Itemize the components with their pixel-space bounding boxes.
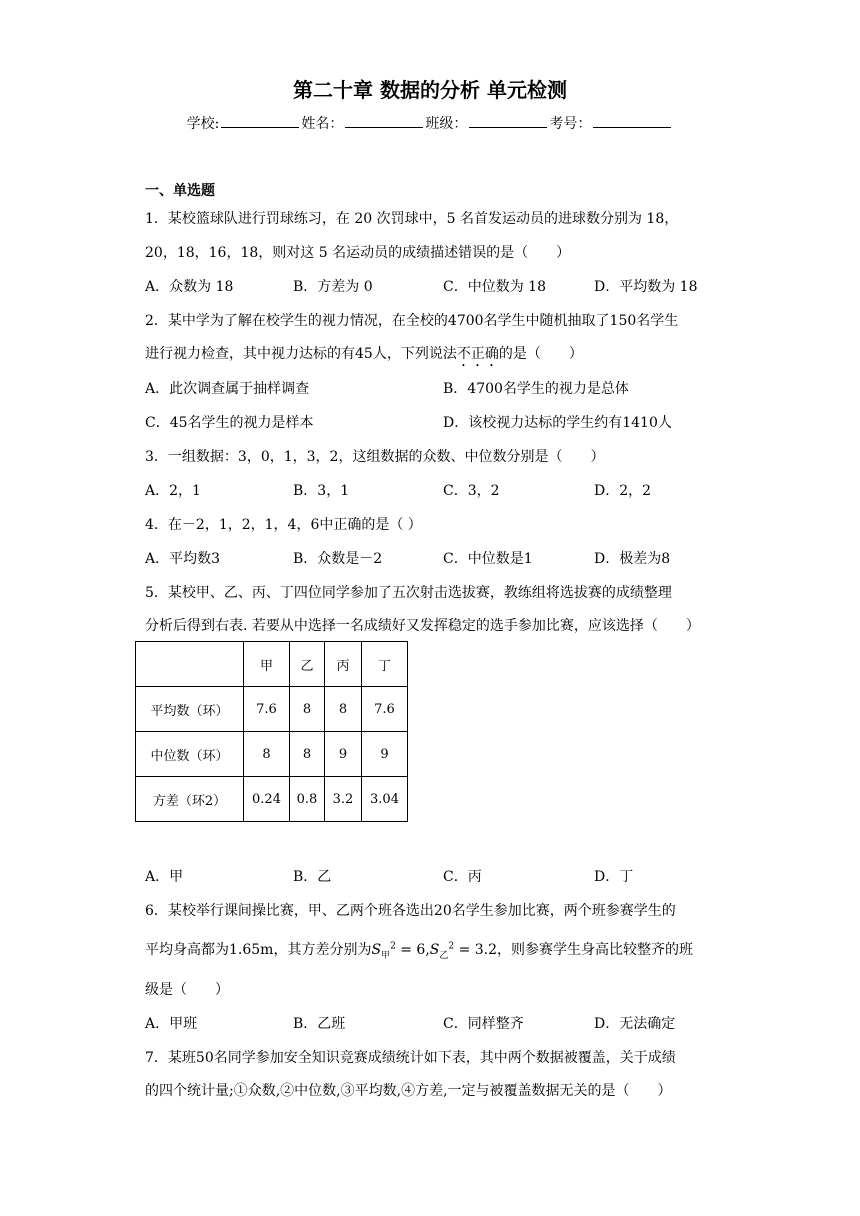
q6-line2-c: ，则参赛学生身高比较整齐的班: [497, 942, 694, 958]
q3-option-a: A．2，1: [145, 483, 201, 499]
q5-option-a: A．甲: [145, 869, 184, 885]
table-cell: 3.2: [325, 777, 362, 822]
q3-option-c: C．3，2: [443, 483, 500, 499]
q6-line2-a: 平均身高都为1.65m，其方差分别为: [145, 942, 372, 958]
class-label: 班级：: [425, 116, 468, 132]
table-cell: 9: [362, 732, 408, 777]
table-row: [136, 687, 408, 732]
q5-option-d: D．丁: [594, 869, 634, 885]
q4-option-a: A．平均数3: [145, 551, 221, 567]
student-info-line: [0, 113, 860, 133]
table-cell: 7.6: [244, 687, 290, 732]
q3-option-d: D．2，2: [594, 483, 652, 499]
q1-option-c: C．中位数为 18: [443, 279, 546, 295]
table-header-cell: 乙: [290, 642, 325, 687]
q5-option-c: C．丙: [443, 869, 482, 885]
table-cell: 9: [325, 732, 362, 777]
q1-line2: 20，18，16，18，则对这 5 名运动员的成绩描述错误的是（ ）: [145, 245, 571, 261]
table-cell: 3.04: [362, 777, 408, 822]
exam-no-label: 考号：: [549, 116, 592, 132]
table-cell: 0.8: [290, 777, 325, 822]
table-cell: 方差（环2）: [136, 777, 244, 822]
q5-line2: 分析后得到右表. 若要从中选择一名成绩好又发挥稳定的选手参加比赛，应该选择（ ）: [145, 618, 700, 634]
q2-line2-a: 进行视力检查，其中视力达标的有45人，下列说法: [145, 346, 457, 362]
square-exponent: 2: [448, 941, 455, 952]
q1-option-d: D．平均数为 18: [594, 279, 698, 295]
q2-option-a: A．此次调查属于抽样调查: [145, 381, 310, 397]
table-cell: 8: [290, 687, 325, 732]
table-cell: 8: [325, 687, 362, 732]
q1-line1: 1．某校篮球队进行罚球练习，在 20 次罚球中，5 名首发运动员的进球数分别为 18，: [145, 211, 679, 227]
class-field[interactable]: [469, 113, 547, 128]
q4-option-b: B．众数是－2: [293, 551, 383, 567]
table-header-cell: 甲: [244, 642, 290, 687]
q2-line2: [145, 343, 583, 370]
class-a-subscript: 甲: [381, 950, 391, 961]
q2-line1: 2．某中学为了解在校学生的视力情况，在全校的4700名学生中随机抽取了150名学生: [145, 313, 679, 329]
table-header-cell: [136, 642, 244, 687]
table-header-cell: 丙: [325, 642, 362, 687]
school-field[interactable]: [221, 113, 299, 128]
q7-line2: 的四个统计量;①众数,②中位数,③平均数,④方差,一定与被覆盖数据无关的是（ ）: [145, 1083, 672, 1099]
q5-line1: 5．某校甲、乙、丙、丁四位同学参加了五次射击选拔赛，教练组将选拔赛的成绩整理: [145, 585, 672, 601]
q6-line3: 级是（ ）: [145, 982, 229, 998]
school-label: 学校:: [186, 116, 220, 132]
exam-no-field[interactable]: [593, 113, 671, 128]
name-label: 姓名：: [301, 116, 344, 132]
table-row: [136, 732, 408, 777]
q6-line1: 6．某校举行课间操比赛，甲、乙两个班各选出20名学生参加比赛，两个班参赛学生的: [145, 903, 676, 919]
variance-symbol: S: [371, 942, 382, 958]
q5-option-b: B．乙: [293, 869, 332, 885]
q6-option-b: B．乙班: [293, 1016, 346, 1032]
q6-option-a: A．甲班: [145, 1016, 198, 1032]
q3-line1: 3．一组数据：3，0，1，3，2，这组数据的众数、中位数分别是（ ）: [145, 449, 605, 465]
class-b-subscript: 乙: [439, 950, 449, 961]
q4-line1: 4．在－2，1，2，1，4，6中正确的是（ ）: [145, 517, 422, 533]
table-cell: 0.24: [244, 777, 290, 822]
page-title: 第二十章 数据的分析 单元检测: [293, 78, 567, 102]
section-heading: 一、单选题: [145, 183, 215, 199]
table-header-cell: 丁: [362, 642, 408, 687]
table-cell: 中位数（环）: [136, 732, 244, 777]
q1-option-b: B．方差为 0: [293, 279, 373, 295]
q6-line2: [145, 939, 693, 961]
score-stats-table: [135, 641, 408, 822]
name-field[interactable]: [345, 113, 423, 128]
q2-option-c: C．45名学生的视力是样本: [145, 415, 314, 431]
q6-option-c: C．同样整齐: [443, 1016, 524, 1032]
q2-option-b: B．4700名学生的视力是总体: [443, 381, 629, 397]
q2-line2-c: 的是（ ）: [498, 346, 583, 362]
variance-b-value: = 3.2: [454, 942, 498, 958]
q3-option-b: B．3，1: [293, 483, 350, 499]
variance-symbol: S: [429, 942, 440, 958]
table-cell: 7.6: [362, 687, 408, 732]
q2-emphasis: 不正确: [456, 346, 499, 362]
table-row: [136, 642, 408, 687]
table-row: [136, 777, 408, 822]
variance-a-value: = 6,: [395, 942, 430, 958]
square-exponent: 2: [390, 941, 396, 952]
q1-option-a: A．众数为 18: [145, 279, 234, 295]
q4-option-c: C．中位数是1: [443, 551, 533, 567]
q2-option-d: D．该校视力达标的学生约有1410人: [443, 415, 672, 431]
q7-line1: 7．某班50名同学参加安全知识竞赛成绩统计如下表，其中两个数据被覆盖，关于成绩: [145, 1050, 676, 1066]
table-cell: 8: [290, 732, 325, 777]
table-cell: 平均数（环）: [136, 687, 244, 732]
table-cell: 8: [244, 732, 290, 777]
q4-option-d: D．极差为8: [594, 551, 671, 567]
q6-option-d: D．无法确定: [594, 1016, 676, 1032]
